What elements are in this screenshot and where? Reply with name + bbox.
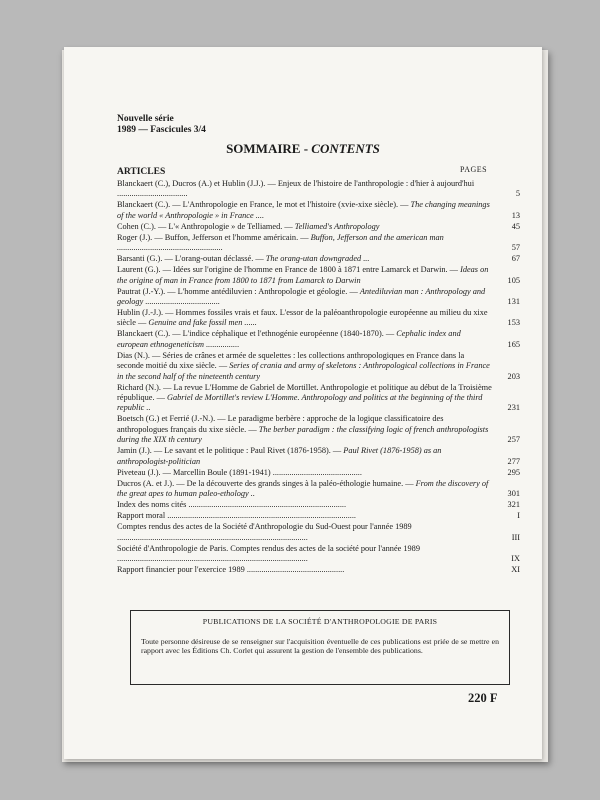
toc-entry (117, 511, 520, 521)
entry-page-number: 231 (507, 403, 520, 413)
entry-page-number: 57 (511, 243, 520, 253)
entry-page-number: 131 (507, 297, 520, 307)
page-title (64, 141, 542, 157)
entry-text: Roger (J.). — Buffon, Jefferson et l'homme américain. — (117, 232, 309, 242)
entry-page-number: XI (511, 564, 520, 574)
toc-entry (117, 254, 520, 264)
entry-page-number: 5 (515, 189, 520, 199)
entry-page-number: IX (511, 553, 520, 563)
pages-column-header: PAGES (460, 165, 488, 174)
entry-page-number: I (517, 511, 520, 521)
entry-text: Comptes rendus des actes de la Société d'Anthropologie du Sud-Ouest pour l'année 1989 ............................................................................................ (117, 522, 412, 542)
entry-english-title: Series of crania and army of skeletons : Anthropological collections in France in the second half of the nineteenth century (117, 361, 490, 381)
series-info (117, 114, 206, 136)
toc-entry (117, 500, 520, 510)
toc-entry (117, 200, 520, 221)
series-label: Nouvelle série (117, 114, 174, 124)
entry-page-number: 257 (507, 435, 520, 445)
entry-page-number: 105 (507, 275, 520, 285)
entry-text: Barsanti (G.). — L'orang-outan déclassé. — (117, 254, 264, 264)
toc-entry (117, 383, 520, 414)
entry-english-title: Genuine and fake fossil men ...... (148, 318, 257, 328)
articles-heading: ARTICLES (117, 167, 166, 177)
toc-entry (117, 329, 520, 350)
publications-title: PUBLICATIONS DE LA SOCIÉTÉ D'ANTHROPOLOGIE DE PARIS (202, 617, 438, 626)
entry-text: Hublin (J.-J.). — Hommes fossiles vrais et faux. L'essor de la paléoanthropologie européenne au milieu du xixe siècle — (117, 308, 488, 328)
entry-text: Piveteau (J.). — Marcellin Boule (1891-1941) ........................................... (117, 467, 362, 477)
publications-box (130, 610, 510, 685)
entry-text: Jamin (J.). — Le savant et le politique : Paul Rivet (1876-1958). — (117, 446, 342, 456)
year-fascicles: 1989 — Fascicules 3/4 (117, 125, 206, 135)
entry-page-number: 295 (507, 467, 520, 477)
entry-english-title: Paul Rivet (1876-1958) as an anthropologist-politician (117, 446, 442, 466)
entry-page-number: 13 (511, 210, 520, 220)
title-sep: - (300, 141, 312, 156)
toc-entry (117, 414, 520, 445)
entry-english-title: The changing meanings of the world « Anthropologie » in France .... (117, 200, 490, 220)
toc-entry (117, 351, 520, 382)
entry-page-number: 321 (507, 500, 520, 510)
price: 220 F (468, 691, 498, 705)
entry-text: Blanckaert (C.). — L'indice céphalique et l'ethnogénie européenne (1840-1870). — (117, 329, 395, 339)
toc-entry (117, 446, 520, 467)
entry-text: Pautrat (J.-Y.). — L'homme antédiluvien : Anthropologie et géologie. — (117, 286, 358, 296)
entry-page-number: 301 (507, 489, 520, 499)
title-fr: SOMMAIRE (226, 141, 301, 156)
toc-entry (117, 287, 520, 308)
entry-text: Richard (N.). — La revue L'Homme de Gabriel de Mortillet. Anthropologie et politique au début de la Troisième république. — (117, 382, 492, 403)
entry-text: Cohen (C.). — L'« Anthropologie » de Telliamed. — (117, 221, 293, 231)
entry-english-title: The orang-utan downgraded ... (265, 254, 370, 264)
toc-entry (117, 479, 520, 500)
toc-entry (117, 222, 520, 232)
entry-english-title: From the discovery of the great apes to human paleo-ethology .. (117, 478, 489, 499)
toc-entry (117, 565, 520, 575)
entry-text: Boetsch (G.) et Ferrié (J.-N.). — Le paradigme berbère : approche de la logique classificatoire des anthropologues français du xixe siècle. — (117, 414, 444, 434)
entry-english-title: Ideas on the origine of man in France from 1800 to 1871 from Lamarck to Darwin (117, 265, 489, 285)
toc-entry (117, 544, 520, 565)
title-en: CONTENTS (311, 141, 380, 156)
entry-english-title: The berber paradigm : the classifying logic of french anthropologists during the XIX th century (117, 424, 489, 445)
entry-page-number: 203 (507, 371, 520, 381)
toc-entry (117, 233, 520, 254)
toc-entry (117, 265, 520, 286)
entry-text: Laurent (G.). — Idées sur l'origine de l'homme en France de 1800 à 1871 entre Lamarck et Darwin. — (117, 265, 458, 275)
toc-entry (117, 179, 520, 200)
entry-page-number: 165 (507, 339, 520, 349)
entry-english-title: Gabriel de Mortillet's review L'Homme. Anthropology and politics at the beginning of the third republic .. (117, 393, 483, 413)
toc-entry (117, 468, 520, 478)
entry-english-title: Antediluvian man : Anthropology and geology .................................... (117, 286, 486, 307)
entry-page-number: 45 (511, 221, 520, 231)
entry-page-number: III (511, 532, 520, 542)
entry-text: Rapport financier pour l'exercice 1989 ............................................... (117, 564, 345, 574)
entry-text: Société d'Anthropologie de Paris. Comptes rendus des actes de la société pour l'année 1989 ............................................................................................ (117, 543, 420, 563)
entry-text: Dias (N.). — Séries de crânes et armée de squelettes : les collections anthropologiques en France dans la seconde moitié du xixe siècle. — (117, 350, 465, 371)
entry-english-title: Cephalic index and european ethnogeneticism ................ (117, 329, 461, 349)
entry-text: Blanckaert (C.). — L'Anthropologie en France, le mot et l'histoire (xvie-xixe siècle). — (117, 200, 409, 210)
entry-english-title: Buffon, Jefferson and the american man ................................................... (117, 232, 444, 253)
entry-text: Ducros (A. et J.). — De la découverte des grands singes à la paléo-éthologie humaine. — (117, 478, 414, 488)
document-page (64, 47, 542, 759)
entry-english-title: Telliamed's Anthropology (294, 221, 380, 231)
entry-text: Rapport moral ........................................................................................... (117, 511, 356, 521)
toc-entry (117, 522, 520, 543)
entry-page-number: 277 (507, 456, 520, 466)
table-of-contents (117, 179, 520, 576)
toc-entry (117, 308, 520, 329)
entry-page-number: 67 (511, 254, 520, 264)
entry-page-number: 153 (507, 318, 520, 328)
publications-text: Toute personne désireuse de se renseigner sur l'acquisition éventuelle de ces publications est priée de se mettre en rapport avec les Éditions Ch. Corlet qui assurent la gestion de l'ensemble des publications. (141, 636, 499, 656)
entry-text: Blanckaert (C.), Ducros (A.) et Hublin (J.J.). — Enjeux de l'histoire de l'anthropologie : d'hier à aujourd'hui .................................. (117, 179, 475, 199)
entry-text: Index des noms cités ............................................................................ (117, 500, 347, 510)
